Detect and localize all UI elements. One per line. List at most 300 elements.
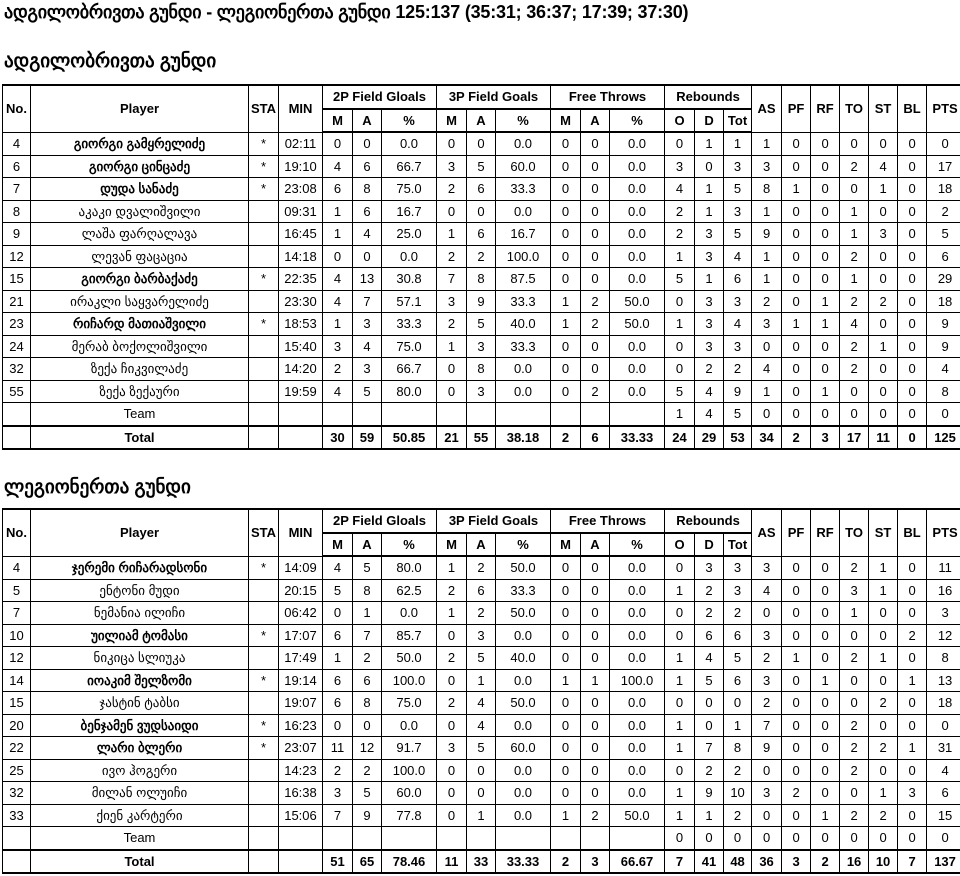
table-row <box>3 380 960 403</box>
stat-fg2a: 8 <box>353 692 382 715</box>
header-rf: RF <box>811 85 840 132</box>
stat-o: 0 <box>665 556 695 579</box>
team-row-no <box>3 403 31 426</box>
stat-rf: 1 <box>811 804 840 827</box>
stat-fta: 0 <box>581 178 610 201</box>
team-stat-fg3a <box>467 403 496 426</box>
stat-fg3a: 0 <box>467 200 496 223</box>
stat-fg2m: 5 <box>323 579 353 602</box>
stat-to: 3 <box>840 579 869 602</box>
stat-st: 0 <box>869 380 898 403</box>
stat-fg2p: 57.1 <box>382 290 437 313</box>
total-stat-to: 16 <box>840 850 869 874</box>
starter-mark: * <box>249 556 279 579</box>
stat-st: 0 <box>869 669 898 692</box>
team-row-min <box>279 827 323 850</box>
header-min: MIN <box>279 85 323 132</box>
total-stat-fg2a: 59 <box>353 426 382 450</box>
stat-fg2m: 3 <box>323 335 353 358</box>
table-row <box>3 268 960 291</box>
stat-to: 2 <box>840 358 869 381</box>
header-bl: BL <box>898 509 927 556</box>
total-stat-ftm: 2 <box>551 850 581 874</box>
stat-pf: 0 <box>782 669 811 692</box>
stat-rf: 0 <box>811 155 840 178</box>
stat-ftp: 0.0 <box>610 624 665 647</box>
stat-fg3m: 0 <box>437 624 467 647</box>
stat-fg2p: 0.0 <box>382 132 437 155</box>
header-sta: STA <box>249 85 279 132</box>
stat-to: 2 <box>840 647 869 670</box>
player-name: მერაბ ბოქოლიშვილი <box>31 335 249 358</box>
total-stat-o: 24 <box>665 426 695 450</box>
stat-fg3a: 6 <box>467 178 496 201</box>
stat-st: 0 <box>869 624 898 647</box>
stat-bl: 0 <box>898 647 927 670</box>
minutes: 14:20 <box>279 358 323 381</box>
stat-to: 0 <box>840 380 869 403</box>
table-row <box>3 313 960 336</box>
team-stat-fg3m <box>437 403 467 426</box>
player-number: 7 <box>3 602 31 625</box>
starter-mark: * <box>249 669 279 692</box>
team-row-min <box>279 403 323 426</box>
starter-mark <box>249 579 279 602</box>
subheader-d: D <box>695 109 724 133</box>
player-name: ზექა ზექაური <box>31 380 249 403</box>
table-row <box>3 290 960 313</box>
stat-fg3p: 40.0 <box>496 647 551 670</box>
stat-ftp: 0.0 <box>610 245 665 268</box>
stat-bl: 0 <box>898 759 927 782</box>
minutes: 15:06 <box>279 804 323 827</box>
stat-pf: 0 <box>782 556 811 579</box>
player-name: ლარი ბლერი <box>31 737 249 760</box>
stat-d: 7 <box>695 737 724 760</box>
stat-to: 2 <box>840 290 869 313</box>
stat-fg3m: 7 <box>437 268 467 291</box>
stat-fg3a: 0 <box>467 782 496 805</box>
stat-pts: 4 <box>927 358 960 381</box>
starter-mark: * <box>249 737 279 760</box>
player-number: 6 <box>3 155 31 178</box>
stat-fta: 0 <box>581 556 610 579</box>
stat-bl: 3 <box>898 782 927 805</box>
total-stat-fta: 6 <box>581 426 610 450</box>
stat-fg2p: 0.0 <box>382 714 437 737</box>
stat-pf: 0 <box>782 714 811 737</box>
stat-st: 0 <box>869 358 898 381</box>
stat-fg3m: 3 <box>437 155 467 178</box>
stat-bl: 0 <box>898 335 927 358</box>
header-player: Player <box>31 509 249 556</box>
stat-bl: 0 <box>898 200 927 223</box>
stat-fg3p: 60.0 <box>496 737 551 760</box>
stat-pts: 2 <box>927 200 960 223</box>
stat-to: 2 <box>840 714 869 737</box>
stat-ftp: 0.0 <box>610 692 665 715</box>
stat-fg2m: 7 <box>323 804 353 827</box>
stat-fta: 0 <box>581 245 610 268</box>
stat-rf: 1 <box>811 380 840 403</box>
stat-bl: 0 <box>898 245 927 268</box>
team-title-away: ლეგიონერთა გუნდი <box>4 477 191 498</box>
table-row <box>3 737 960 760</box>
stat-fg3p: 40.0 <box>496 313 551 336</box>
stat-pts: 11 <box>927 556 960 579</box>
stat-pf: 0 <box>782 602 811 625</box>
stat-fg2m: 4 <box>323 155 353 178</box>
stat-bl: 0 <box>898 804 927 827</box>
minutes: 06:42 <box>279 602 323 625</box>
starter-mark <box>249 647 279 670</box>
stat-fg2a: 6 <box>353 669 382 692</box>
stat-o: 2 <box>665 223 695 246</box>
stat-pf: 0 <box>782 380 811 403</box>
stat-fg3a: 2 <box>467 245 496 268</box>
stat-as: 9 <box>752 223 782 246</box>
stat-bl: 2 <box>898 624 927 647</box>
stat-ftp: 50.0 <box>610 804 665 827</box>
stat-fg2a: 8 <box>353 178 382 201</box>
stat-fg3m: 0 <box>437 804 467 827</box>
starter-mark <box>249 223 279 246</box>
stat-fg3a: 4 <box>467 714 496 737</box>
stat-fg3m: 0 <box>437 759 467 782</box>
minutes: 14:23 <box>279 759 323 782</box>
subheader-tot: Tot <box>724 533 752 557</box>
stat-ftp: 0.0 <box>610 579 665 602</box>
player-number: 15 <box>3 692 31 715</box>
stat-fg3m: 0 <box>437 132 467 155</box>
starter-mark <box>249 782 279 805</box>
stat-ftm: 0 <box>551 358 581 381</box>
stat-to: 2 <box>840 759 869 782</box>
stat-tot: 0 <box>724 692 752 715</box>
stat-fg3a: 0 <box>467 132 496 155</box>
stat-fg2p: 62.5 <box>382 579 437 602</box>
header-rebounds: Rebounds <box>665 85 752 109</box>
stat-o: 1 <box>665 714 695 737</box>
stat-o: 2 <box>665 200 695 223</box>
stat-as: 0 <box>752 759 782 782</box>
stat-d: 1 <box>695 132 724 155</box>
stat-fg3a: 5 <box>467 313 496 336</box>
table-row <box>3 335 960 358</box>
stat-pts: 6 <box>927 782 960 805</box>
starter-mark <box>249 804 279 827</box>
stat-tot: 1 <box>724 714 752 737</box>
header-2p-field-goals: 2P Field Gloals <box>323 85 437 109</box>
stat-st: 2 <box>869 737 898 760</box>
stat-fg3p: 87.5 <box>496 268 551 291</box>
stat-st: 4 <box>869 155 898 178</box>
stat-bl: 0 <box>898 290 927 313</box>
subheader-m: M <box>323 533 353 557</box>
team-stat-rf: 0 <box>811 403 840 426</box>
stat-fg3a: 6 <box>467 579 496 602</box>
header-pts: PTS <box>927 509 960 556</box>
stat-as: 0 <box>752 602 782 625</box>
table-row <box>3 155 960 178</box>
player-name: ლაშა ფარღალავა <box>31 223 249 246</box>
player-number: 24 <box>3 335 31 358</box>
player-number: 33 <box>3 804 31 827</box>
stat-fg3a: 2 <box>467 556 496 579</box>
stat-pts: 9 <box>927 313 960 336</box>
subheader-o: O <box>665 109 695 133</box>
stat-fg2a: 2 <box>353 647 382 670</box>
player-number: 12 <box>3 647 31 670</box>
team-stat-fta <box>581 827 610 850</box>
stat-fg3a: 1 <box>467 669 496 692</box>
stat-to: 0 <box>840 132 869 155</box>
total-stat-fg2m: 30 <box>323 426 353 450</box>
stat-fg2m: 0 <box>323 602 353 625</box>
stat-st: 0 <box>869 200 898 223</box>
minutes: 17:49 <box>279 647 323 670</box>
stat-d: 0 <box>695 714 724 737</box>
stat-pf: 1 <box>782 178 811 201</box>
stat-ftm: 1 <box>551 804 581 827</box>
stat-fg2p: 75.0 <box>382 178 437 201</box>
stat-fg3p: 33.3 <box>496 335 551 358</box>
stat-fg2p: 33.3 <box>382 313 437 336</box>
stat-pf: 0 <box>782 624 811 647</box>
stat-as: 1 <box>752 380 782 403</box>
header-st: ST <box>869 509 898 556</box>
stat-fg2a: 4 <box>353 335 382 358</box>
stat-rf: 0 <box>811 782 840 805</box>
stat-ftp: 0.0 <box>610 178 665 201</box>
subheader-tot: Tot <box>724 109 752 133</box>
stat-st: 1 <box>869 335 898 358</box>
stat-fta: 2 <box>581 313 610 336</box>
stat-d: 4 <box>695 647 724 670</box>
minutes: 23:30 <box>279 290 323 313</box>
total-stat-fg3a: 55 <box>467 426 496 450</box>
stat-pf: 0 <box>782 155 811 178</box>
stat-fg3m: 2 <box>437 178 467 201</box>
stat-tot: 3 <box>724 556 752 579</box>
stat-rf: 1 <box>811 313 840 336</box>
stat-o: 5 <box>665 268 695 291</box>
player-name: გიორგი გამყრელიძე <box>31 132 249 155</box>
stat-fg3a: 3 <box>467 380 496 403</box>
stat-st: 2 <box>869 692 898 715</box>
team-stat-fg3p <box>496 827 551 850</box>
stat-ftm: 0 <box>551 155 581 178</box>
stat-fg2p: 75.0 <box>382 335 437 358</box>
player-number: 25 <box>3 759 31 782</box>
stat-fg3m: 2 <box>437 647 467 670</box>
player-number: 32 <box>3 358 31 381</box>
stat-d: 1 <box>695 804 724 827</box>
stat-o: 0 <box>665 335 695 358</box>
stat-o: 3 <box>665 155 695 178</box>
stat-to: 2 <box>840 804 869 827</box>
stat-o: 0 <box>665 358 695 381</box>
table-row <box>3 132 960 155</box>
player-name: ჯასტინ ტაბსი <box>31 692 249 715</box>
total-stat-to: 17 <box>840 426 869 450</box>
stat-fta: 0 <box>581 335 610 358</box>
header-free-throws: Free Throws <box>551 509 665 533</box>
stat-pf: 0 <box>782 223 811 246</box>
stat-tot: 6 <box>724 669 752 692</box>
stat-fg3a: 3 <box>467 335 496 358</box>
total-stat-o: 7 <box>665 850 695 874</box>
stat-pts: 8 <box>927 647 960 670</box>
stat-bl: 0 <box>898 268 927 291</box>
stat-ftp: 0.0 <box>610 268 665 291</box>
stat-fg2p: 77.8 <box>382 804 437 827</box>
team-stat-o: 1 <box>665 403 695 426</box>
stat-ftm: 0 <box>551 132 581 155</box>
stat-ftp: 0.0 <box>610 335 665 358</box>
stat-fg3m: 0 <box>437 714 467 737</box>
game-title: ადგილობრივთა გუნდი - ლეგიონერთა გუნდი 125:137 (35:31; 36:37; 17:39; 37:30) <box>4 2 689 22</box>
box-score-table-away <box>2 508 960 874</box>
subheader-a: A <box>467 109 496 133</box>
player-name: ქიენ კარტერი <box>31 804 249 827</box>
total-stat-fg2m: 51 <box>323 850 353 874</box>
team-stat-pf: 0 <box>782 827 811 850</box>
player-number: 21 <box>3 290 31 313</box>
total-stat-rf: 2 <box>811 850 840 874</box>
player-name: ირაკლი საყვარელიძე <box>31 290 249 313</box>
stat-ftm: 0 <box>551 579 581 602</box>
team-stat-as: 0 <box>752 403 782 426</box>
stat-st: 1 <box>869 782 898 805</box>
total-stat-st: 11 <box>869 426 898 450</box>
starter-mark <box>249 335 279 358</box>
total-stat-fta: 3 <box>581 850 610 874</box>
stat-ftm: 0 <box>551 624 581 647</box>
total-stat-fg3a: 33 <box>467 850 496 874</box>
stat-fg3m: 0 <box>437 782 467 805</box>
stat-fg3m: 0 <box>437 669 467 692</box>
player-number: 15 <box>3 268 31 291</box>
player-name: მილან ოლუიჩი <box>31 782 249 805</box>
stat-st: 2 <box>869 290 898 313</box>
stat-fg3p: 50.0 <box>496 556 551 579</box>
stat-st: 1 <box>869 556 898 579</box>
stat-d: 0 <box>695 155 724 178</box>
stat-fg2a: 9 <box>353 804 382 827</box>
stat-o: 0 <box>665 132 695 155</box>
stat-ftm: 0 <box>551 782 581 805</box>
stat-bl: 0 <box>898 579 927 602</box>
team-stat-rf: 0 <box>811 827 840 850</box>
stat-o: 1 <box>665 313 695 336</box>
stat-pf: 0 <box>782 132 811 155</box>
stat-rf: 0 <box>811 647 840 670</box>
header-bl: BL <box>898 85 927 132</box>
subheader-o: O <box>665 533 695 557</box>
stat-fg2m: 1 <box>323 223 353 246</box>
starter-mark: * <box>249 714 279 737</box>
table-row <box>3 804 960 827</box>
stat-fta: 1 <box>581 669 610 692</box>
stat-fg3m: 3 <box>437 290 467 313</box>
stat-fg2p: 60.0 <box>382 782 437 805</box>
total-stat-bl: 0 <box>898 426 927 450</box>
stat-tot: 2 <box>724 804 752 827</box>
stat-tot: 4 <box>724 313 752 336</box>
subheader-d: D <box>695 533 724 557</box>
stat-pts: 3 <box>927 602 960 625</box>
stat-fta: 0 <box>581 579 610 602</box>
total-stat-pts: 137 <box>927 850 960 874</box>
stat-rf: 0 <box>811 692 840 715</box>
stat-st: 0 <box>869 132 898 155</box>
stat-d: 6 <box>695 624 724 647</box>
stat-fg2p: 66.7 <box>382 358 437 381</box>
stat-o: 1 <box>665 579 695 602</box>
header-rebounds: Rebounds <box>665 509 752 533</box>
stat-fg3m: 1 <box>437 556 467 579</box>
team-stat-d: 4 <box>695 403 724 426</box>
stat-pf: 0 <box>782 804 811 827</box>
stat-tot: 2 <box>724 602 752 625</box>
total-stat-as: 36 <box>752 850 782 874</box>
stat-pf: 0 <box>782 268 811 291</box>
stat-to: 2 <box>840 155 869 178</box>
team-row-label: Team <box>31 403 249 426</box>
stat-tot: 3 <box>724 579 752 602</box>
player-name: გიორგი ბარბაქაძე <box>31 268 249 291</box>
table-row <box>3 579 960 602</box>
stat-fg2m: 1 <box>323 200 353 223</box>
header-no: No. <box>3 85 31 132</box>
stat-d: 3 <box>695 223 724 246</box>
subheader-pct: % <box>382 109 437 133</box>
stat-tot: 5 <box>724 223 752 246</box>
stat-ftm: 0 <box>551 714 581 737</box>
stat-st: 3 <box>869 223 898 246</box>
stat-o: 5 <box>665 380 695 403</box>
stat-fg3m: 0 <box>437 200 467 223</box>
stat-fg3p: 0.0 <box>496 358 551 381</box>
stat-fg3m: 0 <box>437 358 467 381</box>
stat-fg3m: 2 <box>437 692 467 715</box>
total-row-min <box>279 850 323 874</box>
header-player: Player <box>31 85 249 132</box>
stat-bl: 0 <box>898 714 927 737</box>
stat-fta: 0 <box>581 602 610 625</box>
minutes: 23:08 <box>279 178 323 201</box>
stat-to: 0 <box>840 624 869 647</box>
subheader-pct: % <box>610 533 665 557</box>
stat-ftp: 0.0 <box>610 737 665 760</box>
stat-fta: 2 <box>581 380 610 403</box>
stat-pts: 29 <box>927 268 960 291</box>
stat-as: 3 <box>752 313 782 336</box>
stat-st: 0 <box>869 759 898 782</box>
team-stat-fg2m <box>323 403 353 426</box>
stat-ftm: 0 <box>551 692 581 715</box>
stat-fg3a: 8 <box>467 358 496 381</box>
player-number: 9 <box>3 223 31 246</box>
stat-fg2p: 100.0 <box>382 759 437 782</box>
stat-d: 2 <box>695 759 724 782</box>
table-row <box>3 200 960 223</box>
player-name: ივო ჰოგერი <box>31 759 249 782</box>
stat-d: 1 <box>695 178 724 201</box>
stat-rf: 0 <box>811 335 840 358</box>
stat-fta: 0 <box>581 358 610 381</box>
